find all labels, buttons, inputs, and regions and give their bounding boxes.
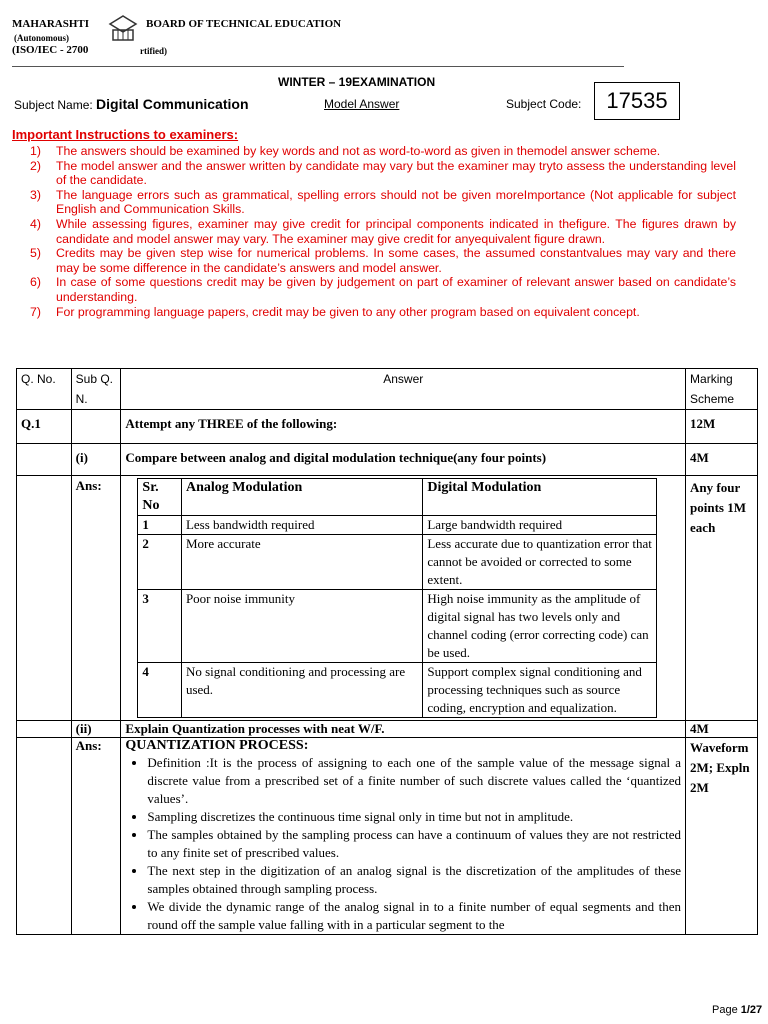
org-autonomous: (Autonomous): [14, 33, 70, 43]
header-answer: Answer: [121, 369, 686, 410]
quantization-bullet: • We divide the dynamic range of the analog signal in to a finite number of equal segments and then round off the sample value falling with in a particular segment to the: [147, 898, 681, 934]
instruction-item: [30, 305, 736, 320]
instruction-item: [30, 188, 736, 217]
subject-name: Subject Name: Digital Communication: [14, 96, 249, 112]
q1ii-qno-empty: [17, 721, 72, 738]
header-qno: Q. No.: [17, 369, 72, 410]
q1ii-marks: 4M: [686, 721, 758, 738]
exam-title: WINTER – 19EXAMINATION: [278, 75, 436, 89]
q1i-ans-label: Ans:: [71, 476, 121, 721]
instruction-text: The model answer and the answer written by candidate may vary but the examiner may tryto assess the understanding level of the candidate.: [56, 158, 736, 188]
logo-icon: [108, 14, 138, 48]
header-marking: Marking Scheme: [686, 369, 758, 410]
comparison-header-cell: Analog Modulation: [181, 479, 422, 516]
comparison-cell-digital: Large bandwidth required: [423, 516, 657, 535]
q1ii-answer-cell: [121, 738, 686, 935]
q1i-qno-empty: [17, 444, 72, 476]
answer-table: [16, 368, 758, 935]
header-rule: [12, 66, 624, 67]
table-row-q1ii: [17, 721, 758, 738]
instruction-item: [30, 144, 736, 159]
quantization-bullet: • The next step in the digitization of an analog signal is the discretization of the amplitudes of these samples obtained through sampling process.: [147, 862, 681, 898]
comparison-row: [138, 535, 657, 590]
q1-marks: 12M: [686, 410, 758, 444]
instruction-text: The language errors such as grammatical, spelling errors should not be given moreImportance (Not applicable for subject English and Communication Skills.: [56, 187, 736, 217]
comparison-cell-analog: No signal conditioning and processing are used.: [181, 663, 422, 718]
instruction-number: 4): [30, 216, 41, 231]
q1i-marks: 4M: [686, 444, 758, 476]
comparison-table: [137, 478, 657, 718]
comparison-cell-digital: Support complex signal conditioning and processing techniques such as source coding, encryption and equalization.: [423, 663, 657, 718]
q1ii-ans-qno-empty: [17, 738, 72, 935]
table-header-row: [17, 369, 758, 410]
q1i-ans-qno-empty: [17, 476, 72, 721]
table-row-q1i-answer: [17, 476, 758, 721]
quantization-heading: QUANTIZATION PROCESS:: [125, 738, 309, 753]
page-number: 1/27: [740, 1004, 763, 1016]
page-label: Page: [712, 1004, 741, 1016]
instructions-heading: Important Instructions to examiners:: [12, 127, 239, 142]
comparison-cell-digital: Less accurate due to quantization error that cannot be avoided or corrected to some extent.: [423, 535, 657, 590]
comparison-cell-sr: 4: [138, 663, 182, 718]
instruction-text: Credits may be given step wise for numerical problems. In some cases, the assumed constantvalues may vary and there may be some difference in the candidate’s answers and model answer.: [56, 246, 736, 275]
header-subqn: Sub Q. N.: [71, 369, 121, 410]
instruction-text: For programming language papers, credit may be given to any other program based on equivalent concept.: [56, 304, 640, 319]
q1-text: Attempt any THREE of the following:: [121, 410, 686, 444]
q1-number: Q.1: [17, 410, 72, 444]
q1ii-sub: (ii): [71, 721, 121, 738]
instruction-text: The answers should be examined by key words and not as word-to-word as given in themodel answer scheme.: [56, 144, 661, 158]
msbte-logo: [108, 14, 138, 48]
instruction-text: In case of some questions credit may be given by judgement on part of examiner of relevant answer based on candidate’s understanding.: [56, 275, 736, 304]
instructions-list: [30, 144, 736, 319]
q1i-text: Compare between analog and digital modulation technique(any four points): [121, 444, 686, 476]
instruction-item: [30, 159, 736, 188]
instruction-text: While assessing figures, examiner may give credit for principal components indicated in thefigure. The figures drawn by candidate and model answer may vary. The examiner may give credit for anyequivalent figure drawn.: [56, 216, 736, 246]
quantization-bullet: • The samples obtained by the sampling process can have a continuum of values they are not restricted to any finite set of prescribed values.: [147, 826, 681, 862]
table-row-q1ii-answer: [17, 738, 758, 935]
quantization-bullet: • Definition :It is the process of assigning to each one of the sample value of the message signal a discrete value from a prescribed set of a finite number of such discrete values called the ‘quantized values’.: [147, 754, 681, 808]
org-name-left: MAHARASHTI: [12, 18, 90, 30]
instruction-item: [30, 217, 736, 246]
instruction-number: 7): [30, 304, 41, 319]
instruction-item: [30, 246, 736, 275]
model-answer-label: Model Answer: [324, 97, 400, 111]
subject-code-label: Subject Code:: [506, 97, 582, 111]
comparison-row: [138, 663, 657, 718]
instruction-number: 2): [30, 158, 41, 173]
q1ii-text: Explain Quantization processes with neat W/F.: [121, 721, 686, 738]
quantization-bullet: • Sampling discretizes the continuous time signal only in time but not in amplitude.: [147, 808, 681, 826]
org-iso-left: (ISO/IEC - 2700: [12, 44, 89, 56]
q1i-ans-marks: Any four points 1M each: [686, 476, 758, 721]
org-iso-right: rtified): [140, 46, 167, 56]
comparison-cell-analog: Poor noise immunity: [181, 590, 422, 663]
table-row-q1: [17, 410, 758, 444]
comparison-header-row: [138, 479, 657, 516]
page-footer: [712, 1004, 762, 1016]
comparison-cell-analog: Less bandwidth required: [181, 516, 422, 535]
subject-code-box: 17535: [594, 82, 680, 120]
q1ii-ans-label: Ans:: [71, 738, 121, 935]
q1i-answer-cell: [121, 476, 686, 721]
instruction-item: [30, 275, 736, 304]
comparison-header-cell: Digital Modulation: [423, 479, 657, 516]
instruction-number: 1): [30, 144, 41, 158]
comparison-header-cell: Sr. No: [138, 479, 182, 516]
q1ii-ans-marks: Waveform 2M; Expln 2M: [686, 738, 758, 935]
comparison-cell-sr: 2: [138, 535, 182, 590]
comparison-row: [138, 516, 657, 535]
instruction-number: 5): [30, 246, 41, 261]
comparison-cell-sr: 1: [138, 516, 182, 535]
q1i-sub: (i): [71, 444, 121, 476]
comparison-cell-analog: More accurate: [181, 535, 422, 590]
instruction-number: 6): [30, 275, 41, 290]
comparison-cell-sr: 3: [138, 590, 182, 663]
comparison-row: [138, 590, 657, 663]
instruction-number: 3): [30, 187, 41, 202]
org-name-right: BOARD OF TECHNICAL EDUCATION: [146, 18, 342, 30]
comparison-cell-digital: High noise immunity as the amplitude of digital signal has two levels only and channel coding (error correcting code) can be used.: [423, 590, 657, 663]
q1-sub-empty: [71, 410, 121, 444]
quantization-bullets: [125, 754, 681, 934]
table-row-q1i: [17, 444, 758, 476]
